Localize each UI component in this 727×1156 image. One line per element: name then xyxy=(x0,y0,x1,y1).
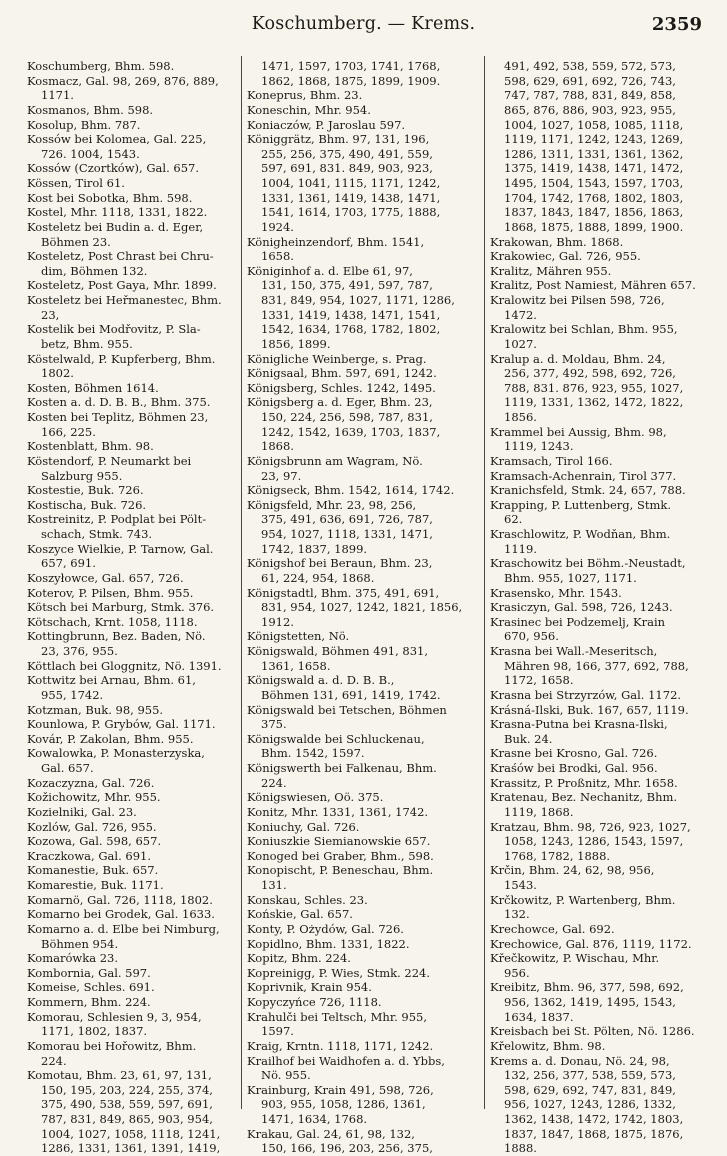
index-entry-continuation: 375, 491, 636, 691, 726, 787, xyxy=(261,512,433,527)
index-entry: Krassitz, P. Proßnitz, Mhr. 1658. xyxy=(490,775,678,790)
index-entry: Krásná-Ilski, Buk. 167, 657, 1119. xyxy=(490,702,689,717)
index-entry: Kratzau, Bhm. 98, 726, 923, 1027, xyxy=(490,819,691,834)
index-entry: Kosteletz, Post Chrast bei Chru- xyxy=(27,249,214,264)
index-entry: Kralitz, Post Namiest, Mähren 657. xyxy=(490,278,696,293)
index-entry: Koneschin, Mhr. 954. xyxy=(247,102,371,117)
index-entry: Königsaal, Bhm. 597, 691, 1242. xyxy=(247,366,437,381)
index-entry: Kosmacz, Gal. 98, 269, 876, 889, xyxy=(27,73,219,88)
index-entry: Komotau, Bhm. 23, 61, 97, 131, xyxy=(27,1068,212,1083)
index-entry: Komeise, Schles. 691. xyxy=(27,980,155,995)
index-entry: Königheinzendorf, Bhm. 1541, xyxy=(247,234,425,249)
index-entry: Komarnö, Gal. 726, 1118, 1802. xyxy=(27,892,213,907)
index-entry: Kosten, Böhmen 1614. xyxy=(27,380,159,395)
index-entry: Kost bei Sobotka, Bhm. 598. xyxy=(27,190,193,205)
index-entry: Köstelwald, P. Kupferberg, Bhm. xyxy=(27,351,216,366)
index-entry: Kostestie, Buk. 726. xyxy=(27,483,144,498)
index-entry-continuation: 1868. xyxy=(261,439,294,454)
index-entry-continuation: 1634, 1837. xyxy=(504,1009,574,1024)
page-number: 2359 xyxy=(651,14,702,35)
index-entry: Kraśów bei Brodki, Gal. 956. xyxy=(490,761,658,775)
index-entry: Kössen, Tirol 61. xyxy=(27,176,125,190)
index-entry: Komanestie, Buk. 657. xyxy=(27,863,159,878)
index-entry-continuation: 150, 195, 203, 224, 255, 374, xyxy=(41,1082,213,1097)
index-entry: Kounlowa, P. Grybów, Gal. 1171. xyxy=(27,717,216,732)
index-entry: Kreisbach bei St. Pölten, Nö. 1286. xyxy=(490,1024,695,1039)
index-entry: Kralitz, Mähren 955. xyxy=(490,263,612,278)
index-entry: Kovár, P. Zakolan, Bhm. 955. xyxy=(27,731,194,746)
index-entry-continuation: 1119, 1171, 1242, 1243, 1269, xyxy=(504,132,684,147)
index-entry-continuation: 224. xyxy=(261,775,287,790)
index-entry: Komarestie, Buk. 1171. xyxy=(27,878,164,892)
index-entry: Kranichsfeld, Stmk. 24, 657, 788. xyxy=(490,483,686,498)
index-entry-continuation: 1888. xyxy=(504,1141,537,1156)
index-entry: Krčkowitz, P. Wartenberg, Bhm. xyxy=(490,892,676,907)
index-entry: Königgrätz, Bhm. 97, 131, 196, xyxy=(247,132,430,147)
index-entry-continuation: 1541, 1614, 1703, 1775, 1888, xyxy=(261,205,441,220)
index-entry: Königsbrunn am Wagram, Nö. xyxy=(247,453,423,468)
index-entry: Krems a. d. Donau, Nö. 24, 98, xyxy=(490,1053,670,1068)
index-entry: Kopyczyńce 726, 1118. xyxy=(247,995,382,1009)
index-entry-continuation: 1495, 1504, 1543, 1597, 1703, xyxy=(504,176,684,190)
index-entry-continuation: 954, 1027, 1118, 1331, 1471, xyxy=(261,527,433,541)
index-entry-continuation: schach, Stmk. 743. xyxy=(41,527,153,541)
index-entry: Koniuchy, Gal. 726. xyxy=(247,819,360,834)
index-entry: Koschumberg, Bhm. 598. xyxy=(27,59,175,73)
index-entry: Königsfeld, Mhr. 23, 98, 256, xyxy=(247,497,417,512)
index-entry-continuation: 1331, 1419, 1438, 1471, 1541, xyxy=(261,307,441,322)
index-entry: Köstendorf, P. Neumarkt bei xyxy=(27,453,192,468)
index-entry: Kossów (Czortków), Gal. 657. xyxy=(27,161,199,176)
index-entry: Koniaczów, P. Jaroslau 597. xyxy=(247,117,406,132)
index-entry: Kombornia, Gal. 597. xyxy=(27,965,151,980)
index-entry-continuation: 831, 954, 1027, 1242, 1821, 1856, xyxy=(261,600,463,615)
index-column-3 xyxy=(490,59,712,1156)
index-entry-continuation: 1768, 1782, 1888. xyxy=(504,848,611,863)
index-entry: Kopitz, Bhm. 224. xyxy=(247,951,351,966)
index-entry: Komorau, Schlesien 9, 3, 954, xyxy=(27,1009,202,1024)
index-entry-continuation: 150, 224, 256, 598, 787, 831, xyxy=(261,410,433,424)
index-entry-continuation: 375. xyxy=(261,717,287,732)
index-entry-continuation: 1856, 1899. xyxy=(261,336,331,351)
index-entry-continuation: 657, 691. xyxy=(41,556,96,571)
index-entry-continuation: Böhmen 954. xyxy=(41,936,119,951)
index-entry-continuation: 865, 876, 886, 903, 923, 955, xyxy=(504,102,676,117)
index-entry: Kramsach, Tirol 166. xyxy=(490,453,613,468)
index-entry: Konopischt, P. Beneschau, Bhm. xyxy=(247,863,434,878)
index-entry-continuation: 1542, 1634, 1768, 1782, 1802, xyxy=(261,322,441,337)
index-entry: Kozielniki, Gal. 23. xyxy=(27,804,137,819)
index-entry: Kopidlno, Bhm. 1331, 1822. xyxy=(247,936,410,951)
index-entry: Komarno a. d. Elbe bei Nimburg, xyxy=(27,921,220,936)
index-entry: Kostel, Mhr. 1118, 1331, 1822. xyxy=(27,205,208,220)
index-entry: Kostenblatt, Bhm. 98. xyxy=(27,439,154,454)
index-entry: Kötschach, Krnt. 1058, 1118. xyxy=(27,614,198,629)
index-entry: Krechowice, Gal. 876, 1119, 1172. xyxy=(490,936,692,951)
index-entry-continuation: 1802. xyxy=(41,366,74,381)
index-entry-continuation: 597, 691, 831. 849, 903, 923, xyxy=(261,161,433,176)
index-entry: Krasna bei Wall.-Meseritsch, xyxy=(490,644,658,658)
index-entry-continuation: 1704, 1742, 1768, 1802, 1803, xyxy=(504,190,684,205)
index-entry: Koniuszkie Siemianowskie 657. xyxy=(247,834,431,849)
index-entry: Kozowa, Gal. 598, 657. xyxy=(27,834,162,849)
index-entry-continuation: 956, 1362, 1419, 1495, 1543, xyxy=(504,995,676,1009)
index-entry: Königliche Weinberge, s. Prag. xyxy=(247,351,427,366)
index-entry: Krasne bei Krosno, Gal. 726. xyxy=(490,746,658,761)
index-entry: Kötsch bei Marburg, Stmk. 376. xyxy=(27,600,215,615)
index-entry-continuation: 1119, 1243. xyxy=(504,439,574,454)
index-entry-continuation: 1058, 1243, 1286, 1543, 1597, xyxy=(504,834,684,849)
index-entry-continuation: 1837, 1843, 1847, 1856, 1863, xyxy=(504,205,684,220)
index-entry: Kraczkowa, Gal. 691. xyxy=(27,848,151,863)
index-entry-continuation: 1004, 1027, 1058, 1085, 1118, xyxy=(504,117,684,132)
index-entry-continuation: 747, 787, 788, 831, 849, 858, xyxy=(504,88,676,103)
index-entry: Kozaczyzna, Gal. 726. xyxy=(27,775,155,790)
index-entry-continuation: 491, 492, 538, 559, 572, 573, xyxy=(504,59,676,73)
index-entry: Kožichowitz, Mhr. 955. xyxy=(27,790,161,805)
index-entry-continuation: 256, 377, 492, 598, 692, 726, xyxy=(504,366,676,381)
index-entry: Krasinec bei Podzemelj, Krain xyxy=(490,614,666,629)
index-entry: Königswald, Böhmen 491, 831, xyxy=(247,644,429,658)
index-entry-continuation: 23, 97. xyxy=(261,468,302,483)
index-entry: Königswiesen, Oö. 375. xyxy=(247,790,384,805)
index-entry-continuation: 955, 1742. xyxy=(41,687,104,702)
index-entry: Krailhof bei Waidhofen a. d. Ybbs, xyxy=(247,1053,445,1068)
index-entry-continuation: 1119, 1868. xyxy=(504,804,574,819)
index-entry: Kralup a. d. Moldau, Bhm. 24, xyxy=(490,351,666,366)
index-entry-continuation: 670, 956. xyxy=(504,629,559,644)
index-entry: Königswald a. d. D. B. B., xyxy=(247,673,395,688)
index-entry-continuation: betz, Bhm. 955. xyxy=(41,336,133,351)
index-entry: Königswald bei Tetschen, Böhmen xyxy=(247,702,447,717)
index-entry-continuation: 1004, 1027, 1058, 1118, 1241, xyxy=(41,1126,221,1141)
index-entry: Konoged bei Graber, Bhm., 598. xyxy=(247,848,434,863)
index-entry: Krapping, P. Luttenberg, Stmk. xyxy=(490,497,672,512)
index-entry: Kowalowka, P. Monasterzyska, xyxy=(27,746,205,761)
index-entry: Komorau bei Hořowitz, Bhm. xyxy=(27,1038,197,1053)
index-entry-continuation: Bhm. 955, 1027, 1171. xyxy=(504,570,637,585)
index-entry-continuation: Bhm. 1542, 1597. xyxy=(261,746,365,761)
index-entry-continuation: Böhmen 23. xyxy=(41,234,111,249)
index-entry-continuation: 166, 225. xyxy=(41,424,96,439)
index-entry: Konitz, Mhr. 1331, 1361, 1742. xyxy=(247,804,429,819)
index-entry: Königsberg, Schles. 1242, 1495. xyxy=(247,380,436,395)
index-entry: Kreibitz, Bhm. 96, 377, 598, 692, xyxy=(490,980,684,995)
index-entry: Křečkowitz, P. Wischau, Mhr. xyxy=(490,951,660,966)
index-entry-continuation: 1362, 1438, 1472, 1742, 1803, xyxy=(504,1112,684,1126)
index-entry: Kottwitz bei Arnau, Bhm. 61, xyxy=(27,673,196,688)
index-entry: Krakowiec, Gal. 726, 955. xyxy=(490,249,641,264)
index-entry-continuation: 150, 166, 196, 203, 256, 375, xyxy=(261,1141,433,1156)
index-entry-continuation: Salzburg 955. xyxy=(41,468,123,483)
index-entry: Krainburg, Krain 491, 598, 726, xyxy=(247,1082,434,1097)
index-entry: Königswalde bei Schluckenau, xyxy=(247,731,425,746)
index-entry: Krasna bei Strzyrzów, Gal. 1172. xyxy=(490,687,682,702)
index-entry-continuation: 1472. xyxy=(504,307,537,322)
index-entry: Kratenau, Bez. Nechanitz, Bhm. xyxy=(490,790,678,805)
index-entry: Kosten a. d. D. B. B., Bhm. 375. xyxy=(27,395,211,410)
index-entry: Koszyce Wielkie, P. Tarnow, Gal. xyxy=(27,541,214,556)
column-rule xyxy=(484,56,485,1109)
index-entry: Königshof bei Beraun, Bhm. 23, xyxy=(247,556,433,571)
index-entry: Kraschlowitz, P. Wodňan, Bhm. xyxy=(490,527,671,541)
index-entry: Kostreinitz, P. Podplat bei Pölt- xyxy=(27,512,207,527)
index-entry: Krčin, Bhm. 24, 62, 98, 956, xyxy=(490,863,655,878)
index-entry: Koterov, P. Pilsen, Bhm. 955. xyxy=(27,585,194,600)
index-entry: Konskau, Schles. 23. xyxy=(247,892,368,907)
index-entry: Koszyłowce, Gal. 657, 726. xyxy=(27,570,184,585)
index-entry-continuation: 1286, 1311, 1331, 1361, 1362, xyxy=(504,146,684,161)
index-entry: Königstadtl, Bhm. 375, 491, 691, xyxy=(247,585,440,600)
index-entry-continuation: 1912. xyxy=(261,614,294,629)
index-entry-continuation: 23, 376, 955. xyxy=(41,644,118,658)
page-header xyxy=(0,8,727,42)
index-entry: Kotzman, Buk. 98, 955. xyxy=(27,702,164,717)
index-entry: Krasna-Putna bei Krasna-Ilski, xyxy=(490,717,668,732)
index-entry-continuation: Mähren 98, 166, 377, 692, 788, xyxy=(504,658,689,673)
index-entry-continuation: 1361, 1658. xyxy=(261,658,331,673)
index-column-2 xyxy=(247,59,480,1156)
index-entry: Krasensko, Mhr. 1543. xyxy=(490,585,622,600)
index-entry: Kramsach-Achenrain, Tirol 377. xyxy=(490,468,677,483)
index-entry: Kosteletz bei Budin a. d. Eger, xyxy=(27,219,204,234)
index-entry: Końskie, Gal. 657. xyxy=(247,907,353,922)
index-entry: Königswerth bei Falkenau, Bhm. xyxy=(247,761,437,775)
index-entry-continuation: 1171. xyxy=(41,88,74,103)
index-entry-continuation: 726. 1004, 1543. xyxy=(41,146,140,161)
index-entry: Komarówka 23. xyxy=(27,951,119,966)
index-entry-continuation: 23, xyxy=(41,307,60,322)
index-entry: Kommern, Bhm. 224. xyxy=(27,995,151,1009)
index-entry-continuation: 1837, 1847, 1868, 1875, 1876, xyxy=(504,1126,684,1141)
index-entry-continuation: Buk. 24. xyxy=(504,731,553,746)
index-entry: Kopreinigg, P. Wies, Stmk. 224. xyxy=(247,965,430,980)
index-entry-continuation: 787, 831, 849, 865, 903, 954, xyxy=(41,1112,213,1126)
index-entry-continuation: 1856. xyxy=(504,410,537,424)
index-entry-continuation: 1742, 1837, 1899. xyxy=(261,541,368,556)
index-entry-continuation: 131. xyxy=(261,878,287,892)
index-entry: Konty, P. Ożydów, Gal. 726. xyxy=(247,921,404,936)
index-entry-continuation: 375, 490, 538, 559, 597, 691, xyxy=(41,1097,213,1112)
index-entry: Königinhof a. d. Elbe 61, 97, xyxy=(247,263,413,278)
index-entry-continuation: 1924. xyxy=(261,219,294,234)
index-entry-continuation: 1119. xyxy=(504,541,537,556)
index-entry: Komarno bei Grodek, Gal. 1633. xyxy=(27,907,215,922)
index-entry: Königseck, Bhm. 1542, 1614, 1742. xyxy=(247,483,455,498)
index-entry: Krechowce, Gal. 692. xyxy=(490,921,615,936)
index-entry-continuation: 956. xyxy=(504,965,530,980)
index-entry-continuation: 598, 629, 692, 747, 831, 849, xyxy=(504,1082,676,1097)
index-entry-continuation: 61, 224, 954, 1868. xyxy=(261,570,375,585)
column-rule xyxy=(241,56,242,1109)
index-entry: Kostischa, Buk. 726. xyxy=(27,497,147,512)
index-entry-continuation: 831, 849, 954, 1027, 1171, 1286, xyxy=(261,293,455,307)
index-entry: Kostelik bei Modřovitz, P. Sla- xyxy=(27,322,201,337)
index-entry-continuation: 62. xyxy=(504,512,523,527)
index-entry-continuation: 1004, 1041, 1115, 1171, 1242, xyxy=(261,176,441,190)
index-entry-continuation: 1027. xyxy=(504,336,537,351)
index-entry-continuation: 1868, 1875, 1888, 1899, 1900. xyxy=(504,219,684,234)
index-entry: Kosteletz bei Heřmanestec, Bhm. xyxy=(27,293,222,307)
index-entry: Krakowan, Bhm. 1868. xyxy=(490,234,624,249)
running-head: Koschumberg. — Krems. xyxy=(251,14,476,34)
index-entry-continuation: 1242, 1542, 1639, 1703, 1837, xyxy=(261,424,441,439)
index-entry: Křelowitz, Bhm. 98. xyxy=(490,1038,606,1053)
index-entry-continuation: 1597. xyxy=(261,1024,294,1039)
index-entry: Kottingbrunn, Bez. Baden, Nö. xyxy=(27,629,206,644)
index-entry-continuation: 1331, 1361, 1419, 1438, 1471, xyxy=(261,190,441,205)
index-entry: Koprivnik, Krain 954. xyxy=(247,980,372,995)
index-entry-continuation: 903, 955, 1058, 1286, 1361, xyxy=(261,1097,426,1112)
index-entry-continuation: 1172, 1658. xyxy=(504,673,574,688)
index-entry: Kosteletz, Post Gaya, Mhr. 1899. xyxy=(27,278,217,293)
index-entry: Königstetten, Nö. xyxy=(247,629,350,644)
index-entry-continuation: 598, 629, 691, 692, 726, 743, xyxy=(504,73,676,88)
index-entry-continuation: 1658. xyxy=(261,249,294,264)
index-entry-continuation: Böhmen 131, 691, 1419, 1742. xyxy=(261,687,441,702)
index-entry-continuation: 956, 1027, 1243, 1286, 1332, xyxy=(504,1097,676,1112)
index-entry: Kralowitz bei Schlan, Bhm. 955, xyxy=(490,322,678,337)
index-entry: Krasiczyn, Gal. 598, 726, 1243. xyxy=(490,600,673,615)
index-entry-continuation: 255, 256, 375, 490, 491, 559, xyxy=(261,146,433,161)
index-entry-continuation: 132, 256, 377, 538, 559, 573, xyxy=(504,1068,676,1083)
index-entry: Kozlów, Gal. 726, 955. xyxy=(27,819,157,834)
index-entry: Krammel bei Aussig, Bhm. 98, xyxy=(490,424,667,439)
index-entry-continuation: 1471, 1597, 1703, 1741, 1768, xyxy=(261,59,441,73)
index-entry-continuation: 1286, 1331, 1361, 1391, 1419, xyxy=(41,1141,221,1156)
index-entry: Kralowitz bei Pilsen 598, 726, xyxy=(490,293,665,307)
index-entry-continuation: Nö. 955. xyxy=(261,1068,311,1083)
index-entry-continuation: 132. xyxy=(504,907,530,922)
index-entry: Kraig, Krntn. 1118, 1171, 1242. xyxy=(247,1038,434,1053)
index-column-1 xyxy=(27,59,238,1156)
index-entry-continuation: 1375, 1419, 1438, 1471, 1472, xyxy=(504,161,684,176)
index-entry: Königsberg a. d. Eger, Bhm. 23, xyxy=(247,395,433,410)
index-entry: Kraschowitz bei Böhm.-Neustadt, xyxy=(490,556,686,571)
index-entry-continuation: 131, 150, 375, 491, 597, 787, xyxy=(261,278,433,293)
index-entry: Kosmanos, Bhm. 598. xyxy=(27,102,154,117)
index-entry-continuation: 1171, 1802, 1837. xyxy=(41,1024,148,1039)
index-entry-continuation: 1543. xyxy=(504,878,537,892)
index-entry-continuation: 1862, 1868, 1875, 1899, 1909. xyxy=(261,73,441,88)
index-entry-continuation: 224. xyxy=(41,1053,67,1068)
index-entry-continuation: dim, Böhmen 132. xyxy=(41,263,148,278)
index-entry-continuation: 1119, 1331, 1362, 1472, 1822, xyxy=(504,395,684,410)
index-entry: Krahulči bei Teltsch, Mhr. 955, xyxy=(247,1009,427,1024)
index-entry-continuation: Gal. 657. xyxy=(41,761,94,775)
index-entry: Kosolup, Bhm. 787. xyxy=(27,117,141,132)
index-entry: Kossów bei Kolomea, Gal. 225, xyxy=(27,132,207,147)
index-entry: Koneprus, Bhm. 23. xyxy=(247,88,363,103)
index-entry: Kosten bei Teplitz, Böhmen 23, xyxy=(27,410,209,424)
index-entry-continuation: 788, 831. 876, 923, 955, 1027, xyxy=(504,380,684,395)
index-entry: Köttlach bei Gloggnitz, Nö. 1391. xyxy=(27,658,222,673)
index-entry-continuation: 1471, 1634, 1768. xyxy=(261,1112,368,1126)
index-entry: Krakau, Gal. 24, 61, 98, 132, xyxy=(247,1126,415,1141)
